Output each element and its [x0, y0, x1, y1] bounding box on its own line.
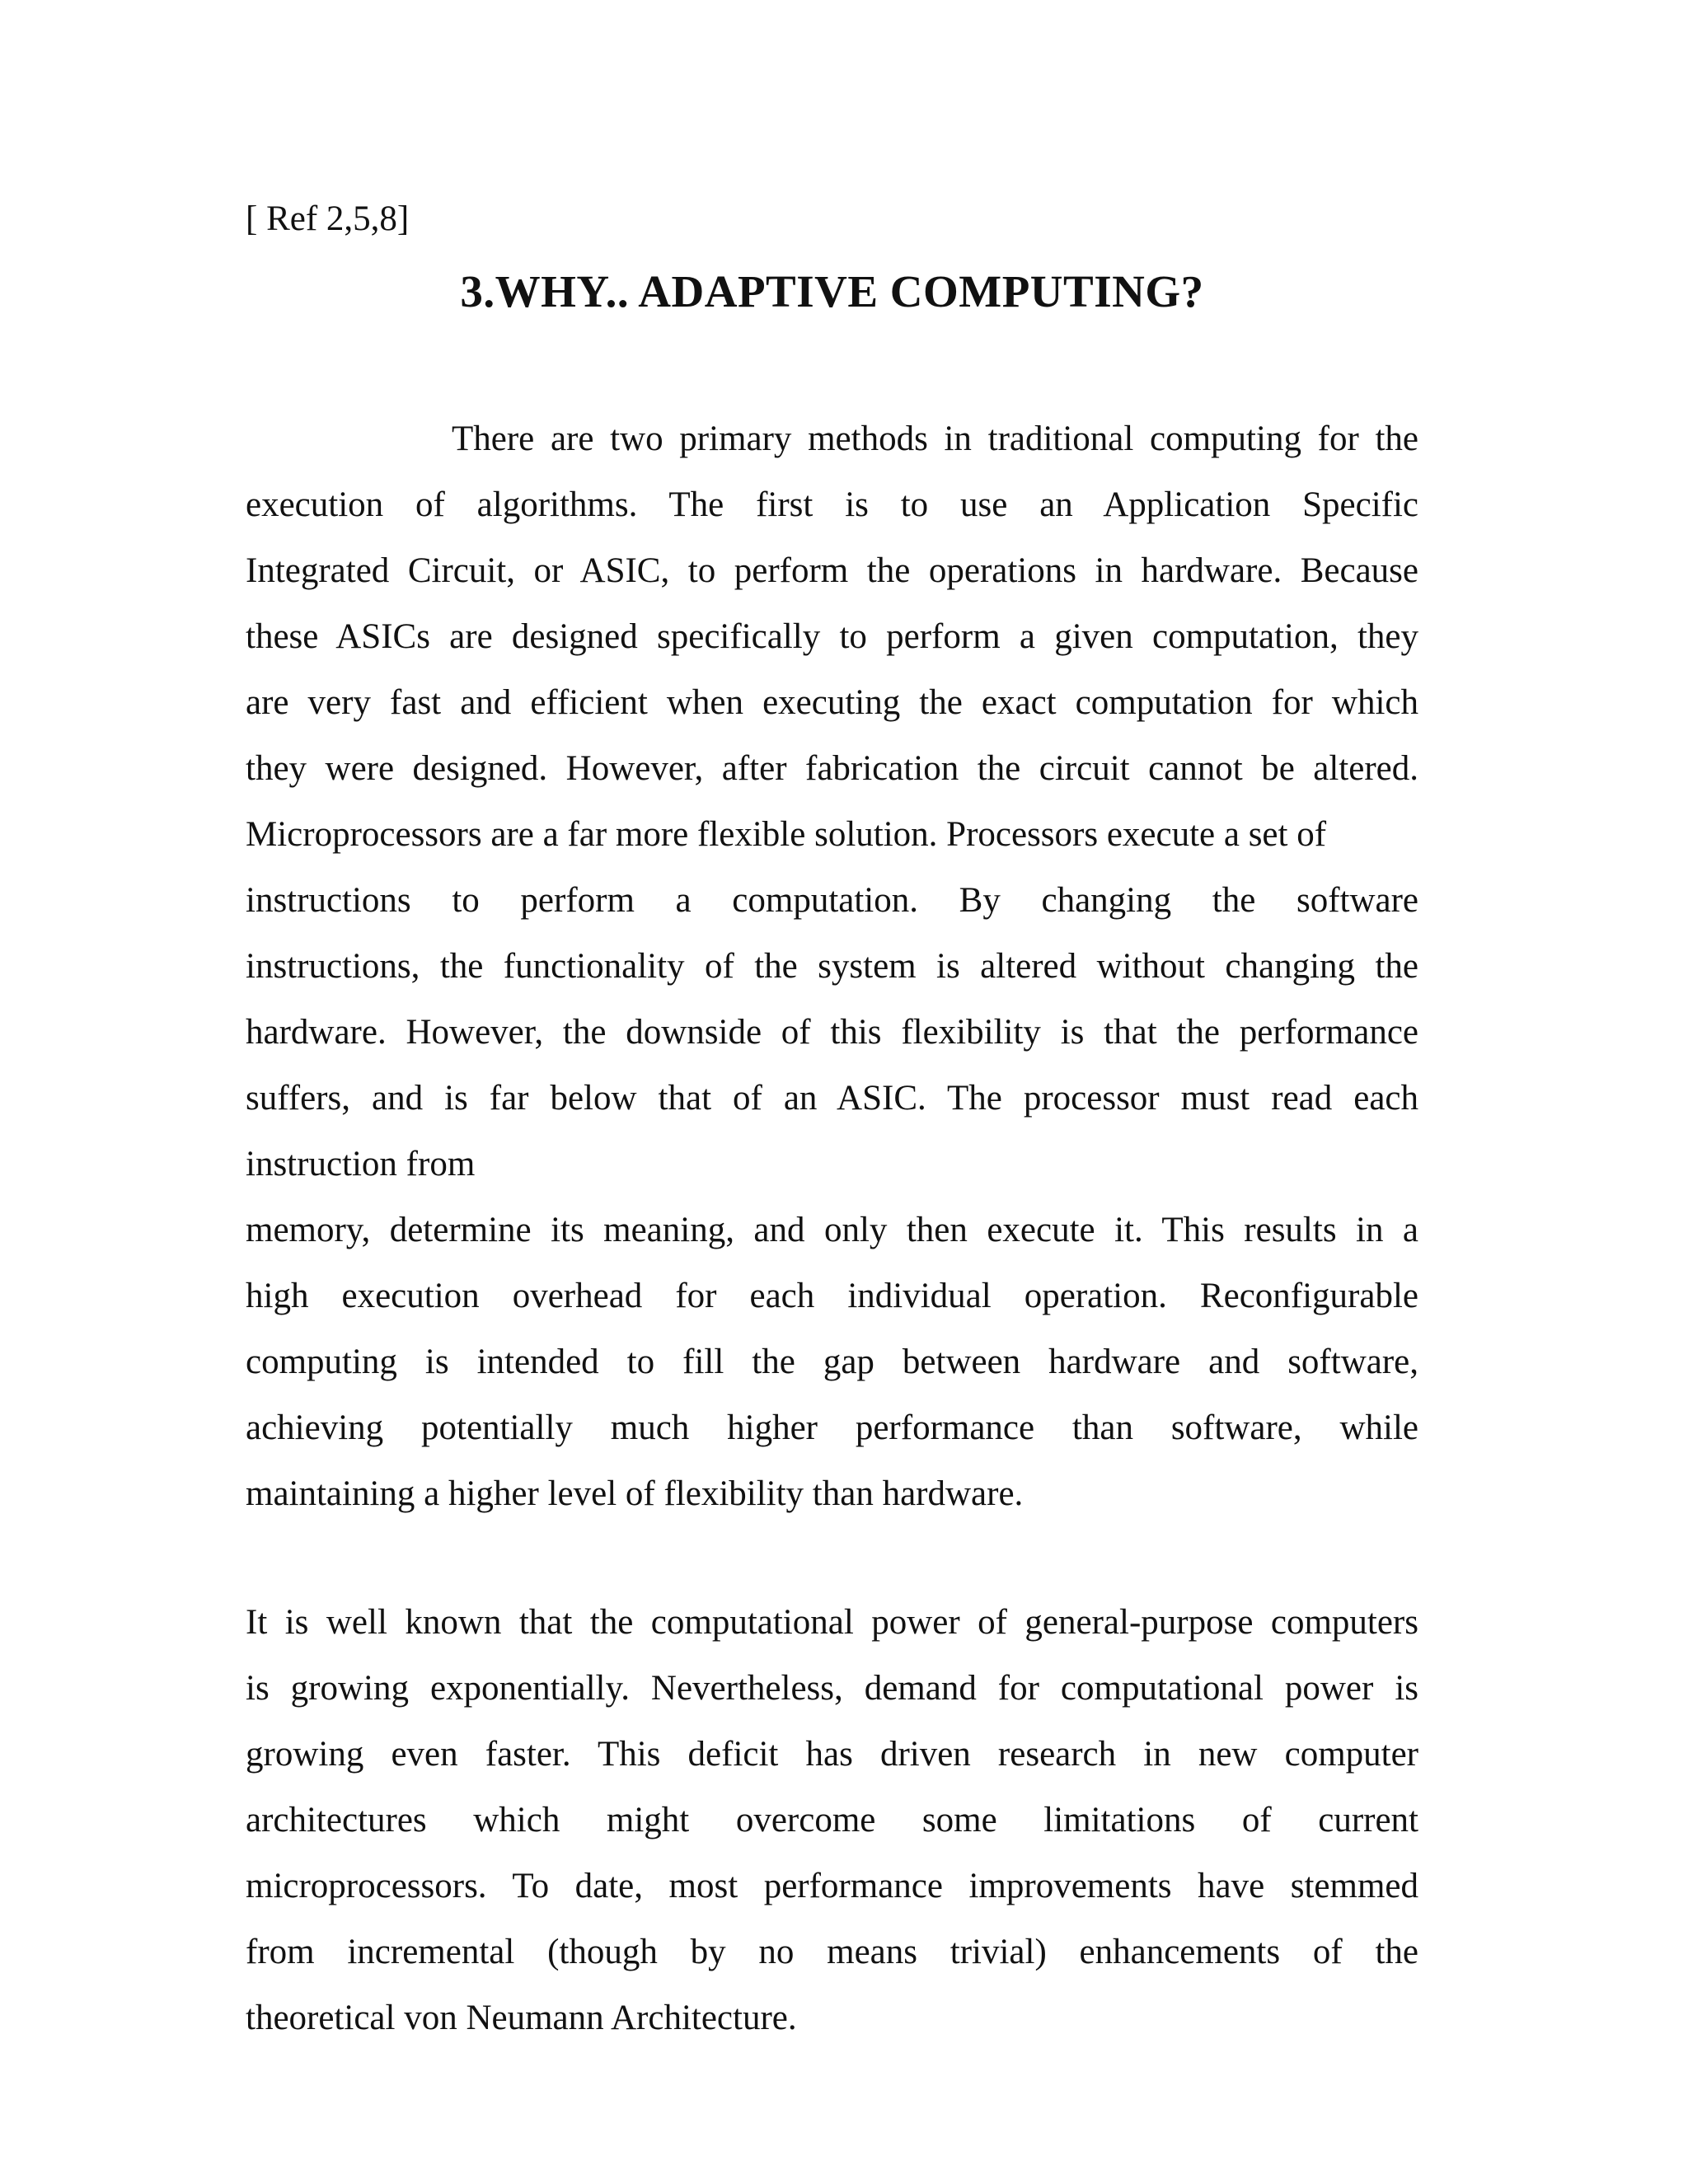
paragraph-1-line: they were designed. However, after fabrication the circuit cannot be altered. — [246, 749, 1418, 788]
paragraph-1-line: hardware. However, the downside of this flexibility is that the performance — [246, 1013, 1418, 1052]
paragraph-2-line: theoretical von Neumann Architecture. — [246, 1999, 797, 2037]
paragraph-1-line: memory, determine its meaning, and only then execute it. This results in a — [246, 1211, 1418, 1249]
paragraph-1 — [246, 406, 1418, 1527]
paragraph-2-line: It is well known that the computational power of general-purpose computers — [246, 1603, 1418, 1642]
paragraph-1-line: instruction from — [246, 1145, 476, 1183]
paragraph-1-line: Microprocessors are a far more flexible solution. Processors execute a set of — [246, 815, 1327, 854]
paragraph-1-line: these ASICs are designed specifically to perform a given computation, they — [246, 617, 1418, 656]
paragraph-2-line: architectures which might overcome some limitations of current — [246, 1801, 1418, 1840]
paragraph-1-line: are very fast and efficient when executing the exact computation for which — [246, 683, 1418, 722]
paragraph-2-line: microprocessors. To date, most performance improvements have stemmed — [246, 1867, 1418, 1905]
paragraph-1-line: Integrated Circuit, or ASIC, to perform the operations in hardware. Because — [246, 551, 1418, 590]
reference-note: [ Ref 2,5,8] — [246, 199, 410, 238]
paragraph-1-line: suffers, and is far below that of an ASIC. The processor must read each — [246, 1079, 1418, 1118]
section-title: 3.WHY.. ADAPTIVE COMPUTING? — [460, 266, 1204, 316]
paragraph-1-line: There are two primary methods in traditional computing for the — [452, 419, 1418, 458]
paragraph-2-line: from incremental (though by no means trivial) enhancements of the — [246, 1933, 1418, 1971]
paragraph-2-line: growing even faster. This deficit has driven research in new computer — [246, 1735, 1418, 1774]
paragraph-1-line: instructions to perform a computation. By changing the software — [246, 881, 1418, 920]
paragraph-1-line: high execution overhead for each individual operation. Reconfigurable — [246, 1277, 1418, 1315]
paragraph-2 — [246, 1590, 1418, 2051]
paragraph-1-line: execution of algorithms. The first is to use an Application Specific — [246, 485, 1418, 524]
paragraph-1-line: achieving potentially much higher performance than software, while — [246, 1408, 1418, 1447]
paragraph-1-line: maintaining a higher level of flexibility than hardware. — [246, 1474, 1024, 1513]
paragraph-2-line: is growing exponentially. Nevertheless, demand for computational power is — [246, 1669, 1418, 1708]
paragraph-1-line: computing is intended to fill the gap between hardware and software, — [246, 1343, 1418, 1381]
paragraph-1-line: instructions, the functionality of the system is altered without changing the — [246, 947, 1418, 986]
